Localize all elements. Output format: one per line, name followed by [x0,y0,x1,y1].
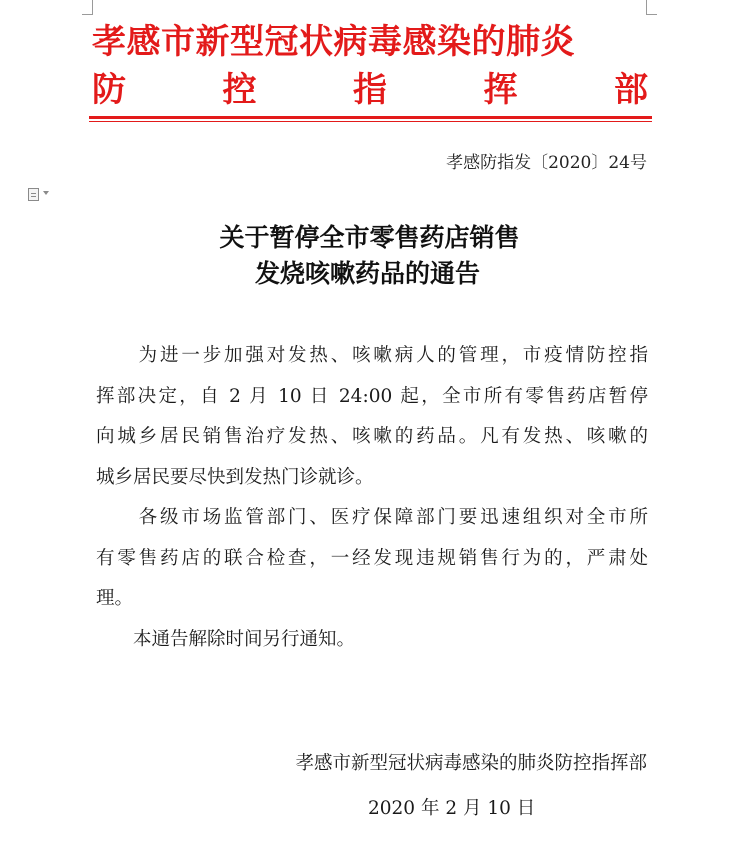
margin-corner-marker-right [646,0,657,15]
masthead-char: 挥 [483,70,518,110]
paragraph-line: 有零售药店的联合检查，一经发现违规销售行为的，严肃处 [96,547,648,569]
masthead-char: 防 [92,70,126,110]
masthead-red-rule-thin [89,121,652,122]
masthead-red-rule [89,116,652,119]
issue-date: 2020 年 2 月 10 日 [368,798,536,819]
dropdown-caret-icon[interactable] [43,191,49,195]
issuer-signature: 孝感市新型冠状病毒感染的肺炎防控指挥部 [295,753,647,774]
paragraph-line: 理。 [96,588,134,609]
notice-title-line2: 发烧咳嗽药品的通告 [254,259,480,288]
paragraph-2 [96,498,648,620]
masthead-title-line1: 孝感市新型冠状病毒感染的肺炎 [92,22,575,62]
notice-title-line1: 关于暂停全市零售药店销售 [219,223,520,252]
paragraph-line: 城乡居民要尽快到发热门诊就诊。 [96,466,374,488]
masthead-title-line2 [92,70,648,110]
paragraph-line: 各级市场监管部门、医疗保障部门要迅速组织对全市所 [96,507,648,528]
document-icon[interactable] [28,188,39,201]
paragraph-line: 为进一步加强对发热、咳嗽病人的管理，市疫情防控指 [96,345,648,366]
paragraph-1 [96,336,648,498]
masthead-char: 指 [353,70,387,110]
paragraph-3 [96,620,648,661]
masthead-char: 控 [222,70,257,110]
paragraph-line: 挥部决定，自 2 月 10 日 24:00 起，全市所有零售药店暂停 [96,385,648,407]
masthead-char: 部 [614,70,648,110]
paragraph-line: 本通告解除时间另行通知。 [96,629,356,650]
document-number: 孝感防指发〔2020〕24号 [446,153,647,173]
paragraph-line: 向城乡居民销售治疗发热、咳嗽的药品。凡有发热、咳嗽的 [96,426,648,447]
margin-corner-marker-left [82,0,93,15]
